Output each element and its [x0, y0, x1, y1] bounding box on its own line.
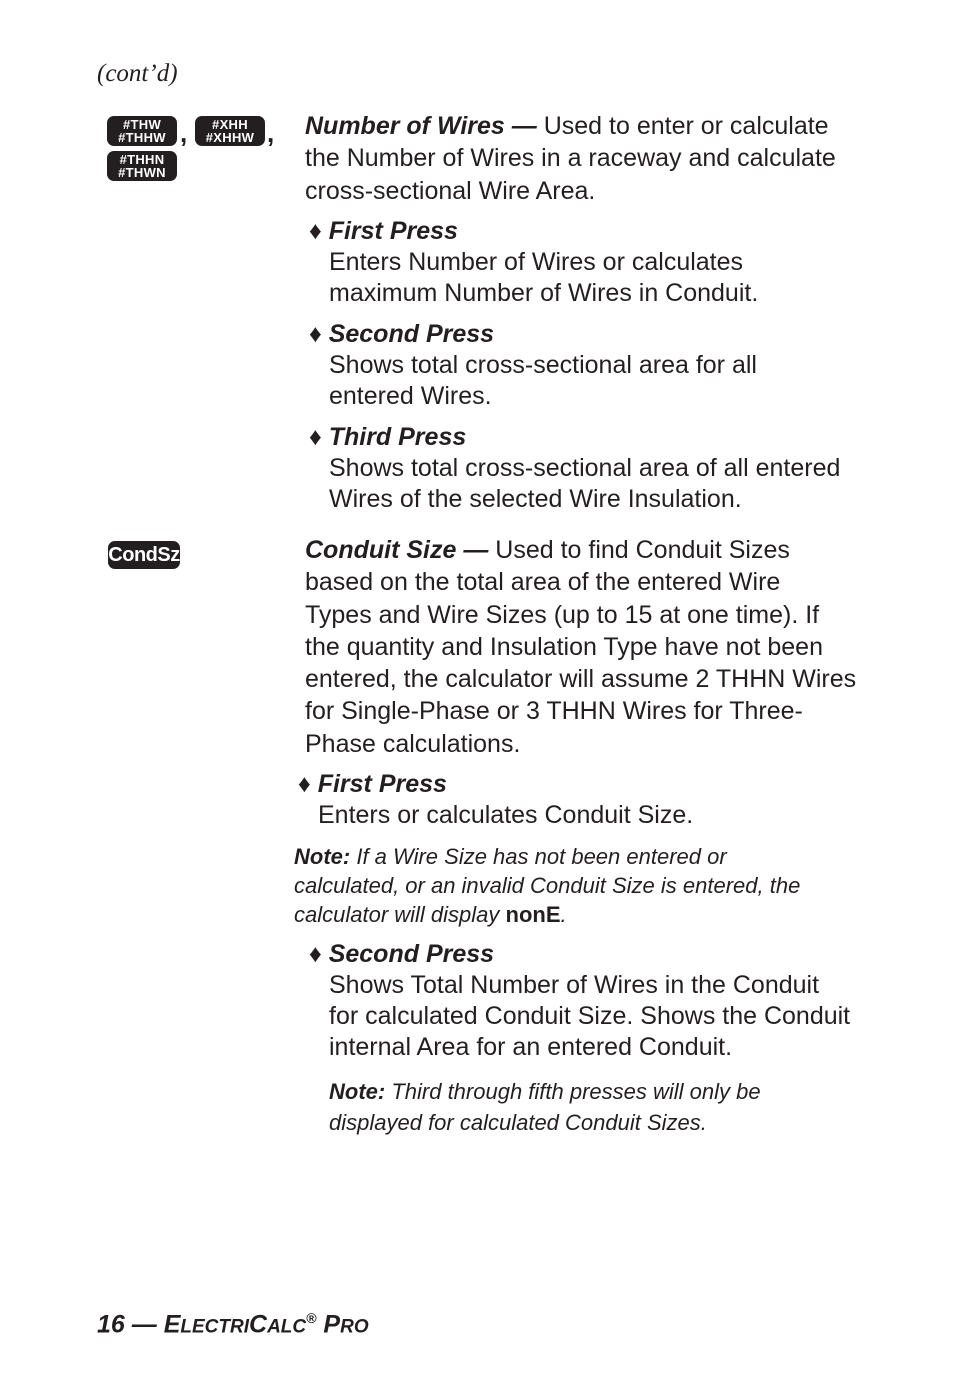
- conduit-second-press: ♦ Second Press Shows Total Number of Wires in the Conduit for calculated Conduit Size. Shows the Conduit internal Area for an entered Conduit.: [309, 940, 851, 1061]
- continued-label: (cont’d): [97, 60, 178, 87]
- press-heading: ♦ Third Press: [309, 423, 467, 451]
- conduit-note-1: Note: If a Wire Size has not been entered or calculated, or an invalid Conduit Size is entered, the calculator will display nonE.: [294, 844, 801, 927]
- page-footer: 16 — ELECTRICALC® PRO: [97, 1310, 369, 1339]
- wires-second-press: ♦ Second Press Shows total cross-sectional area for all entered Wires.: [309, 320, 757, 410]
- thw-key-icon: #THW #THHW: [107, 116, 177, 146]
- press-heading: ♦ First Press: [298, 770, 447, 798]
- wires-first-press: ♦ First Press Enters Number of Wires or calculates maximum Number of Wires in Conduit.: [309, 217, 759, 307]
- condsz-key: [108, 541, 180, 569]
- press-heading: ♦ Second Press: [309, 320, 495, 348]
- thhn-key-icon: #THHN #THWN: [107, 151, 177, 181]
- wires-description: Number of Wires — Used to enter or calculate the Number of Wires in a raceway and calculate cross-sectional Wire Area.: [305, 112, 836, 205]
- thw-thhw-key: [107, 116, 177, 147]
- conduit-note-2: Note: Third through fifth presses will only be displayed for calculated Conduit Sizes.: [329, 1079, 761, 1135]
- wires-third-press: ♦ Third Press Shows total cross-sectional area of all entered Wires of the selected Wire Insulation.: [309, 423, 841, 513]
- wires-title: Number of Wires —: [305, 112, 537, 140]
- conduit-title: Conduit Size —: [305, 536, 489, 564]
- display-code: nonE: [505, 902, 561, 927]
- key-separator: ,: [180, 118, 188, 148]
- condsz-key-icon: CondSz: [108, 541, 180, 569]
- thhn-thwn-key: [107, 151, 177, 182]
- page-number: 16 —: [97, 1310, 157, 1339]
- conduit-first-press: ♦ First Press Enters or calculates Conduit Size.: [298, 770, 694, 829]
- xhh-key-icon: #XHH #XHHW: [195, 116, 265, 146]
- press-heading: ♦ Second Press: [309, 940, 495, 968]
- xhh-xhhw-key: [195, 116, 265, 147]
- conduit-description: Conduit Size — Used to find Conduit Sizes based on the total area of the entered Wire Types and Wire Sizes (up to 15 at one time). If the quantity and Insulation Type have not been entered, the calculator will assume 2 THHN Wires for Single-Phase or 3 THHN Wires for Three- Phase calculations.: [305, 536, 857, 758]
- key-separator: ,: [267, 118, 275, 148]
- press-heading: ♦ First Press: [309, 217, 458, 245]
